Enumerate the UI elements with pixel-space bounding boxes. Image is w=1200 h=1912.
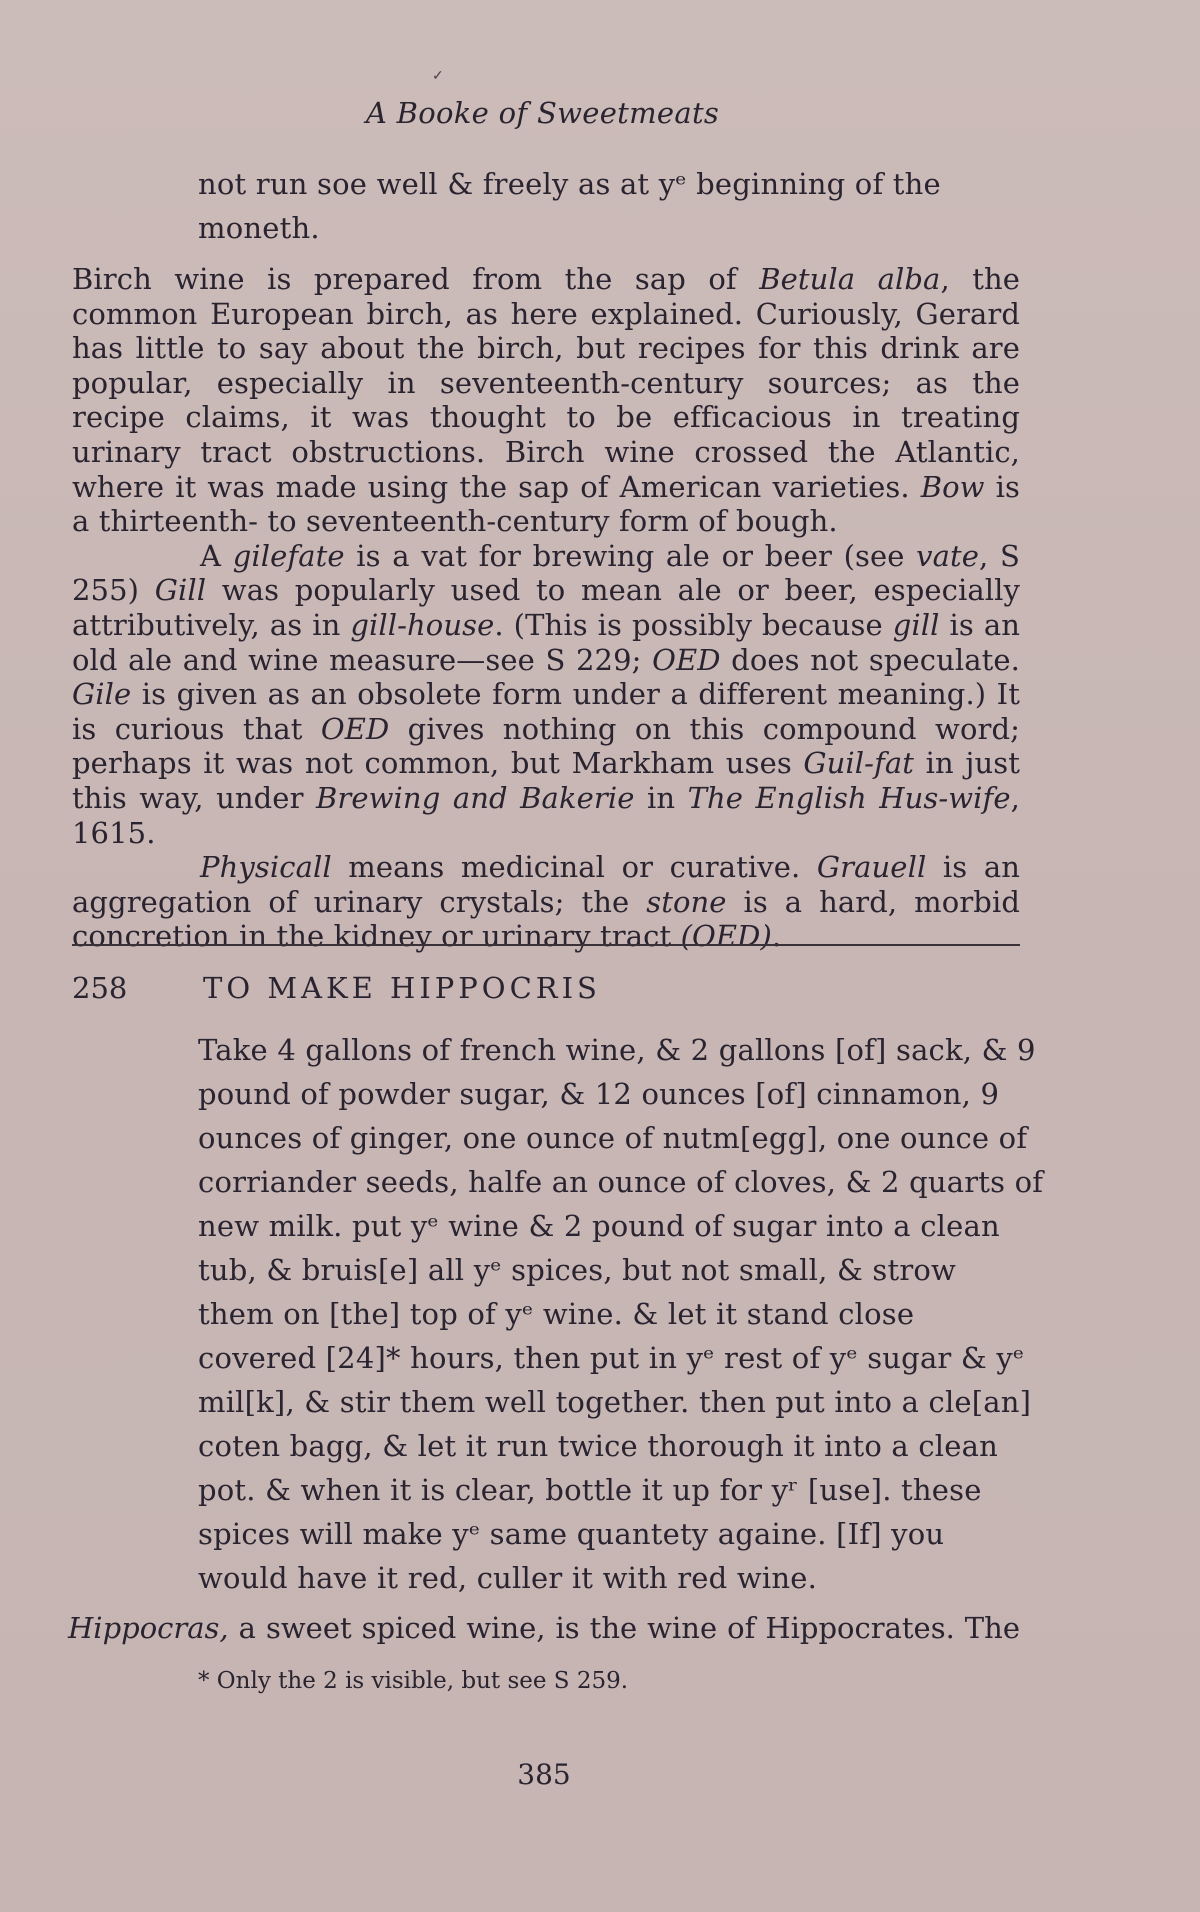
recipe-line: them on [the] top of yᵉ wine. & let it stand close	[198, 1297, 915, 1331]
recipe-line: covered [24]* hours, then put in yᵉ rest of yᵉ sugar & yᵉ	[198, 1341, 1025, 1375]
recipe-line: corriander seeds, halfe an ounce of cloves, & 2 quarts of	[198, 1165, 1044, 1199]
footnote: * Only the 2 is visible, but see S 259.	[198, 1668, 629, 1694]
closing-term: Hippocras,	[68, 1611, 229, 1645]
recipe-title: TO MAKE HIPPOCRIS	[203, 971, 601, 1005]
recipe-line: new milk. put yᵉ wine & 2 pound of sugar into a clean	[198, 1209, 1000, 1243]
commentary	[72, 262, 1020, 954]
running-head: A Booke of Sweetmeats	[365, 96, 720, 130]
closing-text: a sweet spiced wine, is the wine of Hippocrates. The	[228, 1611, 1020, 1645]
recipe-text	[198, 1028, 1044, 1600]
recipe-line: pot. & when it is clear, bottle it up for yʳ [use]. these	[198, 1473, 982, 1507]
commentary-closing-line	[68, 1608, 1020, 1648]
pencil-check-mark: ✓	[432, 68, 444, 84]
recipe-line: spices will make yᵉ same quantety againe. [If] you	[198, 1517, 945, 1551]
commentary-paragraph-2: A gilefate is a vat for brewing ale or beer (see vate, S 255) Gill was popularly used to mean ale or beer, especially attributively, as in gill-house. (This is possibly because gill is an old ale and wine measure—see S 229; OED does not speculate. Gile is given as an obsolete form under a different meaning.) It is curious that OED gives nothing on this compound word; perhaps it was not common, but Markham uses Guil-fat in just this way, under Brewing and Bakerie in The English Hus-wife, 1615.	[72, 538, 1020, 850]
continuation-line-2: moneth.	[198, 211, 320, 245]
continuation-line-1: not run soe well & freely as at yᵉ beginning of the	[198, 167, 941, 201]
recipe-line: mil[k], & stir them well together. then put into a cle[an]	[198, 1385, 1032, 1419]
recipe-number: 258	[72, 971, 128, 1005]
recipe-line: ounces of ginger, one ounce of nutm[egg], one ounce of	[198, 1121, 1028, 1155]
section-divider	[72, 944, 1020, 946]
commentary-paragraph-1: Birch wine is prepared from the sap of Betula alba, the common European birch, as here explained. Curiously, Gerard has little to say about the birch, but recipes for this drink are popular, especially in seventeenth-century sources; as the recipe claims, it was thought to be efficacious in treating urinary tract obstructions. Birch wine crossed the Atlantic, where it was made using the sap of American varieties. Bow is a thirteenth- to seventeenth-century form of bough.	[72, 262, 1020, 539]
page-number: 385	[517, 1758, 571, 1791]
recipe-line: coten bagg, & let it run twice thorough it into a clean	[198, 1429, 998, 1463]
recipe-line: would have it red, culler it with red wine.	[198, 1561, 817, 1595]
recipe-line: pound of powder sugar, & 12 ounces [of] cinnamon, 9	[198, 1077, 1000, 1111]
recipe-continuation	[198, 162, 1018, 250]
recipe-line: tub, & bruis[e] all yᵉ spices, but not small, & strow	[198, 1253, 957, 1287]
commentary-paragraph-3: Physicall means medicinal or curative. Grauell is an aggregation of urinary crystals; the stone is a hard, morbid concretion in the kidney or urinary tract (OED).	[72, 850, 1020, 954]
recipe-line: Take 4 gallons of french wine, & 2 gallons [of] sack, & 9	[198, 1033, 1036, 1067]
